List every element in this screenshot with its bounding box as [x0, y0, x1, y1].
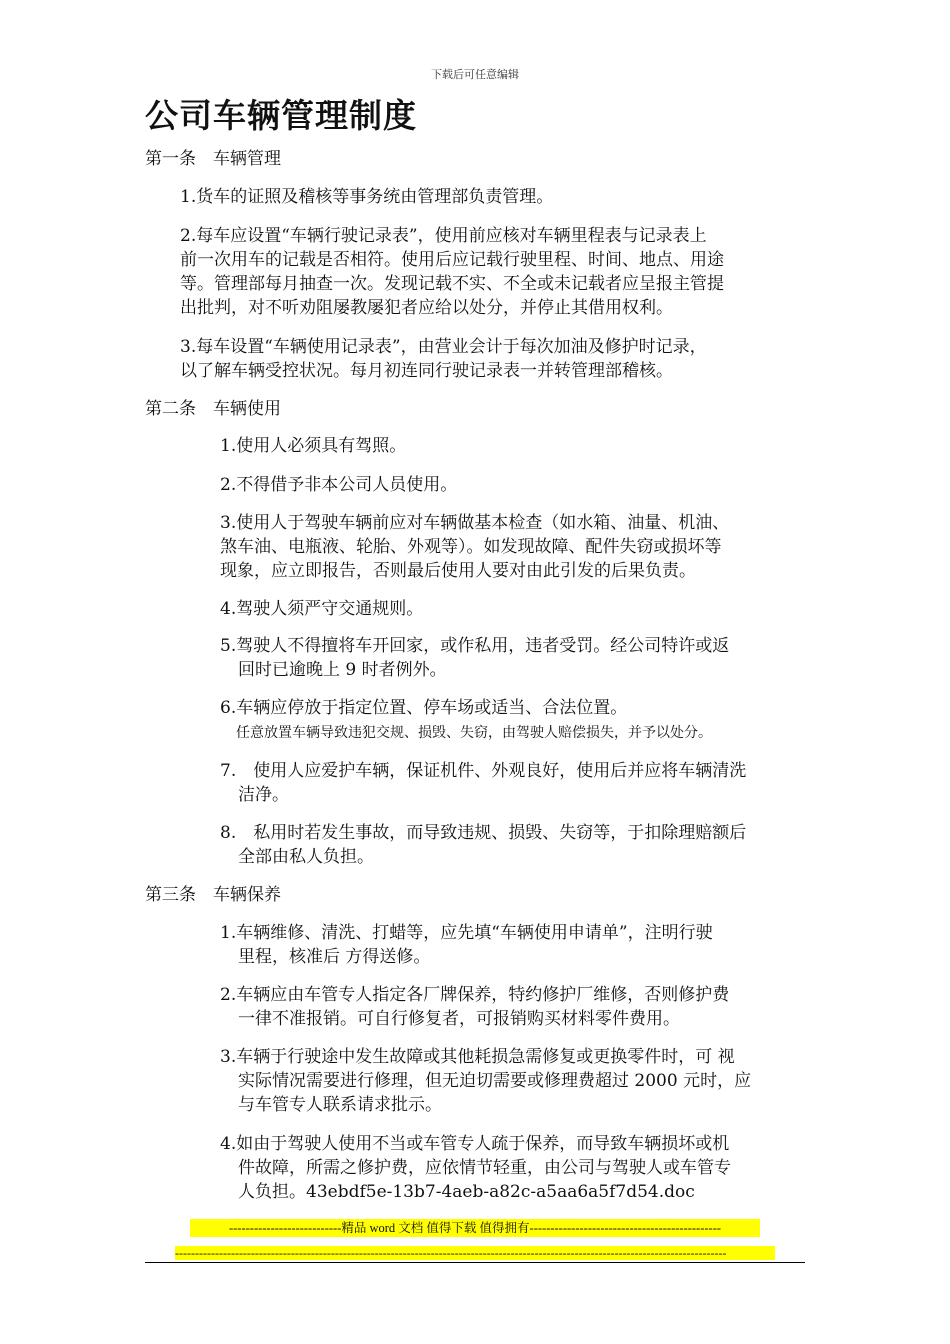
- article-3-item-2-line-1: 2.车辆应由车管专人指定各厂牌保养，特约修护厂维修，否则修护费: [220, 985, 730, 1005]
- article-3-heading: 第三条 车辆保养: [145, 885, 281, 905]
- article-3-item-4-line-1: 4.如由于驾驶人使用不当或车管专人疏于保养，而导致车辆损坏或机: [220, 1134, 730, 1154]
- article-2-item-2: 2.不得借予非本公司人员使用。: [220, 475, 458, 495]
- article-1-item-2-line-1: 2.每车应设置“车辆行驶记录表”，使用前应核对车辆里程表与记录表上: [180, 226, 707, 246]
- article-1-item-3-line-1: 3.每车设置“车辆使用记录表”，由营业会计于每次加油及修护时记录，: [180, 337, 707, 357]
- article-2-item-8-line-2: 全部由私人负担。: [238, 847, 374, 867]
- article-2-item-4: 4.驾驶人须严守交通规则。: [220, 599, 424, 619]
- article-3-item-4-line-3: 人负担。43ebdf5e-13b7-4aeb-a82c-a5aa6a5f7d54.doc: [238, 1182, 695, 1202]
- article-1-item-2-line-4: 出批判，对不听劝阻屡教屡犯者应给以处分，并停止其借用权利。: [180, 298, 673, 318]
- article-3-item-4-line-2: 件故障，所需之修护费，应依情节轻重，由公司与驾驶人或车管专: [238, 1158, 731, 1178]
- article-2-item-3-line-3: 现象，应立即报告，否则最后使用人要对由此引发的后果负责。: [220, 561, 696, 581]
- article-1-item-2-line-3: 等。管理部每月抽查一次。发现记载不实、不全或未记载者应呈报主管提: [180, 274, 724, 294]
- article-3-item-1-line-1: 1.车辆维修、清洗、打蜡等，应先填“车辆使用申请单”，注明行驶: [220, 923, 713, 943]
- article-2-item-6-line-1: 6.车辆应停放于指定位置、停车场或适当、合法位置。: [220, 698, 628, 718]
- article-3-item-3-line-3: 与车管专人联系请求批示。: [238, 1095, 442, 1115]
- article-2-item-1: 1.使用人必须具有驾照。: [220, 436, 407, 456]
- article-2-heading: 第二条 车辆使用: [145, 399, 281, 419]
- footer-divider: [145, 1262, 805, 1263]
- article-2-item-3-line-1: 3.使用人于驾驶车辆前应对车辆做基本检查（如水箱、油量、机油、: [220, 513, 730, 533]
- article-2-item-3-line-2: 煞车油、电瓶液、轮胎、外观等）。如发现故障、配件失窃或损坏等: [220, 537, 722, 557]
- article-2-item-5-line-2: 回时已逾晚上 9 时者例外。: [238, 660, 447, 680]
- article-1-item-2-line-2: 前一次用车的记载是否相符。使用后应记载行驶里程、时间、地点、用途: [180, 250, 724, 270]
- article-2-item-8-line-1: 8. 私用时若发生事故，而导致违规、损毁、失窃等，于扣除理赔额后: [220, 823, 747, 843]
- article-1-heading: 第一条 车辆管理: [145, 149, 281, 169]
- article-1-item-1: 1.货车的证照及稽核等事务统由管理部负责管理。: [180, 187, 554, 207]
- article-2-item-7-line-2: 洁净。: [238, 785, 289, 805]
- article-3-item-3-line-2: 实际情况需要进行修理，但无迫切需要或修理费超过 2000 元时，应: [238, 1071, 752, 1091]
- article-2-item-5-line-1: 5.驾驶人不得擅将车开回家，或作私用，违者受罚。经公司特许或返: [220, 636, 730, 656]
- article-3-item-1-line-2: 里程，核准后 方得送修。: [238, 947, 431, 967]
- document-title: 公司车辆管理制度: [145, 96, 417, 135]
- article-3-item-3-line-1: 3.车辆于行驶途中发生故障或其他耗损急需修复或更换零件时，可 视: [220, 1047, 735, 1067]
- footer-dash-line: ------------------------------------------------------------------------------------------------------------------------------------------: [175, 1246, 775, 1260]
- article-2-item-7-line-1: 7. 使用人应爱护车辆，保证机件、外观良好，使用后并应将车辆清洗: [220, 761, 747, 781]
- article-1-item-3-line-2: 以了解车辆受控状况。每月初连同行驶记录表一并转管理部稽核。: [180, 361, 673, 381]
- article-3-item-2-line-2: 一律不准报销。可自行修复者，可报销购买材料零件费用。: [238, 1009, 680, 1029]
- footer-highlight-banner: ---------------------------精品 word 文档 值得下载 值得拥有----------------------------------------------: [190, 1219, 760, 1237]
- header-note: 下载后可任意编辑: [431, 68, 519, 81]
- article-2-item-6-note: 任意放置车辆导致违犯交规、损毁、失窃，由驾驶人赔偿损失，并予以处分。: [236, 725, 712, 741]
